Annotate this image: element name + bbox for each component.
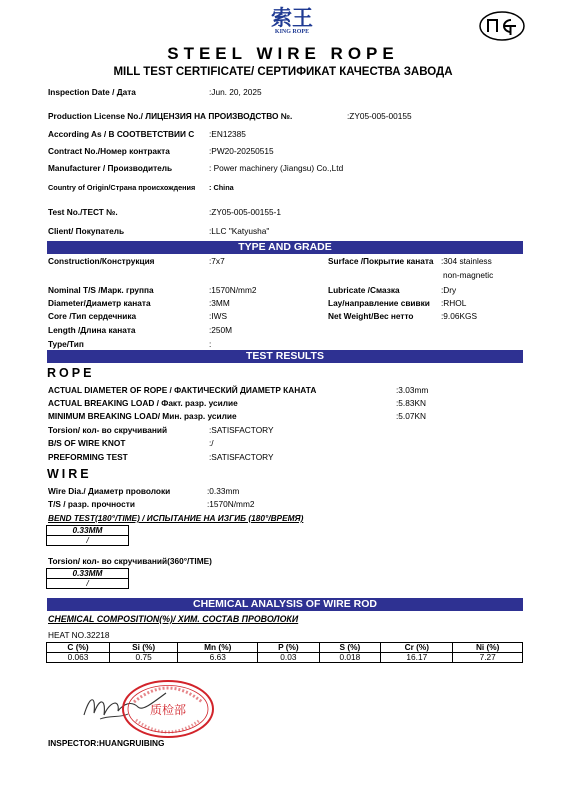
wire-dia-label: Wire Dia./ Диаметр проволоки (48, 486, 171, 496)
col-mn: Mn (%) (178, 643, 258, 653)
test-no-label: Test No./ТЕСТ №. (48, 207, 118, 217)
inspector-name: INSPECTOR:HUANGRUIBING (48, 738, 165, 748)
col-s: S (%) (319, 643, 381, 653)
type-grade-heading: TYPE AND GRADE (47, 241, 523, 254)
wire-ts-label: T/S / разр. прочности (48, 499, 135, 509)
type-value: : (209, 339, 212, 349)
value-ni: 7.27 (453, 653, 523, 663)
lay-value: :RHOL (441, 298, 467, 308)
col-c: C (%) (47, 643, 110, 653)
chemical-header-row (47, 643, 523, 653)
length-value: :250M (209, 325, 233, 335)
surface-value-cont: non-magnetic (443, 270, 494, 280)
value-s: 0.018 (319, 653, 381, 663)
origin-value: : China (209, 183, 234, 192)
test-no-value: :ZY05-005-00155-1 (209, 207, 281, 217)
col-ni: Ni (%) (453, 643, 523, 653)
wire-dia-value: :0.33mm (207, 486, 240, 496)
wire-torsion-label: Torsion/ кол- во скручиваний(360°/TIME) (48, 556, 212, 566)
value-c: 0.063 (47, 653, 110, 663)
diameter-value: :3MM (209, 298, 230, 308)
bend-test-size: 0.33MM (47, 526, 129, 536)
wire-torsion-result: / (47, 579, 129, 589)
chemical-table (46, 642, 523, 663)
construction-label: Construction/Конструкция (48, 256, 155, 266)
type-label: Type/Тип (48, 339, 84, 349)
stamp-center-text: 质检部 (149, 703, 187, 717)
document-subtitle: MILL TEST CERTIFICATE/ СЕРТИФИКАТ КАЧЕСТВА ЗАВОДА (113, 66, 453, 78)
wire-ts-value: :1570N/mm2 (207, 499, 255, 509)
wire-torsion-size: 0.33MM (47, 569, 129, 579)
col-cr: Cr (%) (381, 643, 453, 653)
actual-diameter-value: :3.03mm (396, 385, 429, 395)
bend-test-table (46, 525, 129, 546)
inspection-date-value: :Jun. 20, 2025 (209, 87, 262, 97)
contract-value: :PW20-20250515 (209, 146, 274, 156)
rope-heading: ROPE (47, 366, 95, 380)
surface-value: :304 stainless (441, 256, 492, 266)
according-value: :EN12385 (209, 129, 246, 139)
logo-subtext: KING ROPE (274, 29, 310, 35)
wire-heading: WIRE (47, 467, 92, 481)
value-mn: 6.63 (178, 653, 258, 663)
origin-label: Country of Origin/Страна происхождения (48, 183, 196, 192)
chemical-value-row (47, 653, 523, 663)
wire-torsion-table (46, 568, 129, 589)
nominal-ts-value: :1570N/mm2 (209, 285, 257, 295)
col-p: P (%) (258, 643, 319, 653)
test-results-heading: TEST RESULTS (47, 350, 523, 363)
net-weight-label: Net Weight/Вес нетто (328, 311, 414, 321)
net-weight-value: :9.06KGS (441, 311, 477, 321)
according-label: According As / В СООТВЕТСТВИИ С (48, 129, 195, 139)
value-p: 0.03 (258, 653, 319, 663)
min-breaking-load-label: MINIMUM BREAKING LOAD/ Мин. разр. усилие (48, 411, 237, 421)
preforming-test-label: PREFORMING TEST (48, 452, 128, 462)
document-title: STEEL WIRE ROPE (167, 44, 399, 63)
value-cr: 16.17 (381, 653, 453, 663)
col-si: Si (%) (109, 643, 177, 653)
lay-label: Lay/направление свивки (328, 298, 430, 308)
wire-knot-value: :/ (209, 438, 214, 448)
diameter-label: Diameter/Диаметр каната (48, 298, 151, 308)
lubricate-label: Lubricate /Смазка (328, 285, 400, 295)
quality-stamp (120, 678, 216, 740)
company-logo (262, 7, 322, 41)
client-label: Client/ Покупатель (48, 226, 125, 236)
lubricate-value: :Dry (441, 285, 457, 295)
client-value: :LLC "Katyusha" (209, 226, 270, 236)
min-breaking-load-value: :5.07KN (396, 411, 426, 421)
heat-number: HEAT NO.32218 (48, 630, 110, 640)
actual-breaking-load-value: :5.83KN (396, 398, 426, 408)
chemical-composition-label: CHEMICAL COMPOSITION(%)/ ХИМ. СОСТАВ ПРОВОЛОКИ (48, 614, 299, 624)
core-value: :IWS (209, 311, 227, 321)
actual-breaking-load-label: ACTUAL BREAKING LOAD / Факт. разр. усилие (48, 398, 238, 408)
chemical-heading: CHEMICAL ANALYSIS OF WIRE ROD (47, 598, 523, 611)
actual-diameter-label: ACTUAL DIAMETER OF ROPE / ФАКТИЧЕСКИЙ ДИАМЕТР КАНАТА (48, 385, 317, 395)
manufacturer-label: Manufacturer / Производитель (48, 163, 173, 173)
preforming-test-value: :SATISFACTORY (209, 452, 274, 462)
core-label: Core /Тип сердечника (48, 311, 137, 321)
contract-label: Contract No./Номер контракта (48, 146, 170, 156)
certification-mark (478, 10, 526, 42)
wire-knot-label: B/S OF WIRE KNOT (48, 438, 126, 448)
inspection-date-label: Inspection Date / Дата (48, 87, 136, 97)
nominal-ts-label: Nominal T/S /Марк. группа (48, 285, 154, 295)
value-si: 0.75 (109, 653, 177, 663)
license-value: :ZY05-005-00155 (347, 111, 412, 121)
bend-test-label: BEND TEST(180°/TIME) / ИСПЫТАНИЕ НА ИЗГИБ (180°/ВРЕМЯ) (48, 513, 304, 523)
length-label: Length /Длина каната (48, 325, 136, 335)
surface-label: Surface /Покрытие каната (328, 256, 434, 266)
logo-text: 索王 (271, 6, 313, 30)
bend-test-result: / (47, 536, 129, 546)
license-label: Production License No./ ЛИЦЕНЗИЯ НА ПРОИЗВОДСТВО №. (48, 111, 293, 121)
rope-torsion-label: Torsion/ кол- во скручиваний (48, 425, 168, 435)
rope-torsion-value: :SATISFACTORY (209, 425, 274, 435)
manufacturer-value: : Power machinery (Jiangsu) Co.,Ltd (209, 163, 344, 173)
construction-value: :7x7 (209, 256, 225, 266)
